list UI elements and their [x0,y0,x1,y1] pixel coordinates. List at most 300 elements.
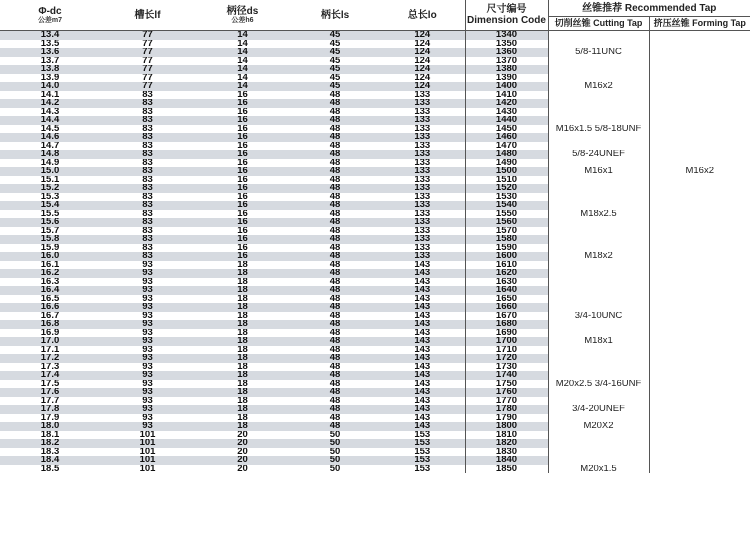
cell-dc: 18.4 [0,456,100,465]
cell-dc: 15.3 [0,193,100,202]
table-row [0,99,750,108]
cell-dc: 15.6 [0,218,100,227]
table-row [0,91,750,100]
cell-shank-length: 48 [290,320,380,329]
cell-cutting-tap [548,218,649,227]
cell-shank-length: 45 [290,40,380,49]
cell-dc: 13.5 [0,40,100,49]
cell-forming-tap [649,184,750,193]
cell-total-length: 143 [380,354,465,363]
cell-dc: 18.2 [0,439,100,448]
cell-cutting-tap [548,448,649,457]
cell-shank-diameter: 16 [195,218,290,227]
cell-shank-diameter: 18 [195,405,290,414]
cell-total-length: 143 [380,397,465,406]
cell-cutting-tap [548,159,649,168]
header-shank-tolerance: 公差h6 [231,16,254,24]
table-row [0,439,750,448]
table-row [0,320,750,329]
cell-dimension-code: 1820 [465,439,548,448]
cell-forming-tap [649,431,750,440]
cell-shank-diameter: 20 [195,439,290,448]
cell-shank-length: 45 [290,57,380,66]
cell-shank-length: 48 [290,354,380,363]
cell-flute-length: 93 [100,371,195,380]
cell-total-length: 143 [380,303,465,312]
cell-dc: 17.6 [0,388,100,397]
cell-shank-diameter: 18 [195,388,290,397]
cell-dc: 14.2 [0,99,100,108]
header-code-en: Dimension Code [467,15,546,26]
cell-cutting-tap [548,261,649,270]
cell-forming-tap [649,176,750,185]
cell-flute-length: 101 [100,439,195,448]
cell-cutting-tap [548,354,649,363]
cell-dc: 14.4 [0,116,100,125]
cell-flute-length: 101 [100,431,195,440]
cell-dimension-code: 1460 [465,133,548,142]
table-body [0,31,750,474]
cell-shank-length: 50 [290,456,380,465]
cell-total-length: 133 [380,91,465,100]
cell-flute-length: 83 [100,133,195,142]
cell-shank-diameter: 16 [195,235,290,244]
table-row [0,346,750,355]
cell-total-length: 143 [380,329,465,338]
cell-dc: 13.9 [0,74,100,83]
cell-total-length: 133 [380,99,465,108]
cell-forming-tap [649,159,750,168]
cell-cutting-tap [548,397,649,406]
cell-flute-length: 83 [100,184,195,193]
cell-dc: 18.0 [0,422,100,431]
cutting-tap-label: M18x1 [548,337,649,346]
cell-forming-tap [649,210,750,219]
cell-forming-tap [649,371,750,380]
cell-forming-tap [649,82,750,91]
cell-shank-diameter: 20 [195,465,290,474]
cell-shank-diameter: 14 [195,31,290,40]
cell-flute-length: 93 [100,422,195,431]
cell-dc: 13.4 [0,31,100,40]
cell-flute-length: 93 [100,278,195,287]
table-row [0,142,750,151]
cell-dimension-code: 1530 [465,193,548,202]
cell-shank-diameter: 20 [195,456,290,465]
header-total-length [380,0,465,31]
cell-flute-length: 93 [100,388,195,397]
table-row [0,235,750,244]
cell-dc: 16.5 [0,295,100,304]
cell-dimension-code: 1780 [465,405,548,414]
cell-shank-diameter: 16 [195,252,290,261]
cell-cutting-tap [548,142,649,151]
cell-total-length: 143 [380,371,465,380]
cell-shank-diameter: 16 [195,150,290,159]
cell-dc: 17.1 [0,346,100,355]
cell-dimension-code: 1580 [465,235,548,244]
cell-forming-tap [649,227,750,236]
cell-shank-length: 48 [290,108,380,117]
cell-shank-length: 48 [290,286,380,295]
header-cutting-tap: 切削丝锥 Cutting Tap [548,17,649,31]
cell-forming-tap [649,363,750,372]
cell-flute-length: 93 [100,346,195,355]
cell-shank-length: 48 [290,133,380,142]
cell-flute-length: 83 [100,244,195,253]
cell-forming-tap [649,405,750,414]
cutting-tap-label: M18x2 [548,252,649,261]
cell-cutting-tap [548,108,649,117]
cell-dc: 16.4 [0,286,100,295]
table-row [0,354,750,363]
cell-total-length: 124 [380,40,465,49]
cell-shank-length: 48 [290,235,380,244]
cell-dimension-code: 1600 [465,252,548,261]
cell-shank-diameter: 16 [195,210,290,219]
cell-flute-length: 83 [100,159,195,168]
forming-tap-label: M16x2 [649,167,750,176]
cell-total-length: 124 [380,65,465,74]
cell-forming-tap [649,439,750,448]
table-row [0,65,750,74]
cell-dc: 18.1 [0,431,100,440]
cell-shank-length: 48 [290,91,380,100]
cell-total-length: 143 [380,286,465,295]
cell-shank-length: 48 [290,337,380,346]
cutting-tap-label: M16x1 [548,167,649,176]
table-row [0,269,750,278]
cell-shank-diameter: 18 [195,346,290,355]
cell-flute-length: 77 [100,57,195,66]
table-row [0,31,750,40]
cell-total-length: 133 [380,227,465,236]
cell-forming-tap [649,108,750,117]
cell-dc: 14.3 [0,108,100,117]
cell-forming-tap [649,252,750,261]
cell-flute-length: 83 [100,201,195,210]
cell-shank-length: 45 [290,65,380,74]
cell-total-length: 143 [380,414,465,423]
cell-flute-length: 77 [100,65,195,74]
cell-dc: 14.5 [0,125,100,134]
cell-shank-length: 48 [290,159,380,168]
cell-shank-diameter: 20 [195,448,290,457]
cell-dc: 14.0 [0,82,100,91]
cell-dimension-code: 1700 [465,337,548,346]
cell-total-length: 143 [380,363,465,372]
cell-total-length: 133 [380,201,465,210]
cell-flute-length: 93 [100,363,195,372]
cell-dimension-code: 1650 [465,295,548,304]
cell-forming-tap [649,448,750,457]
cell-cutting-tap [548,439,649,448]
cell-shank-length: 48 [290,380,380,389]
cell-dimension-code: 1380 [465,65,548,74]
cell-dimension-code: 1410 [465,91,548,100]
cell-forming-tap [649,329,750,338]
cell-dc: 17.5 [0,380,100,389]
cell-shank-diameter: 18 [195,329,290,338]
cell-cutting-tap [548,57,649,66]
table-row [0,278,750,287]
cell-dc: 16.7 [0,312,100,321]
cell-forming-tap [649,312,750,321]
cutting-tap-label: 5/8-24UNEF [548,150,649,159]
cell-forming-tap [649,456,750,465]
cell-shank-length: 48 [290,218,380,227]
cell-total-length: 124 [380,74,465,83]
cell-total-length: 124 [380,82,465,91]
cell-shank-diameter: 18 [195,303,290,312]
cell-total-length: 124 [380,48,465,57]
cell-dc: 14.8 [0,150,100,159]
cell-dimension-code: 1770 [465,397,548,406]
cutting-tap-label: M16x1.5 5/8-18UNF [548,125,649,134]
cell-shank-length: 48 [290,278,380,287]
header-shank-length [290,0,380,31]
cell-shank-length: 48 [290,142,380,151]
cell-dimension-code: 1730 [465,363,548,372]
table-row [0,371,750,380]
cell-forming-tap [649,278,750,287]
cell-shank-diameter: 18 [195,397,290,406]
cell-cutting-tap [548,116,649,125]
cell-dimension-code: 1840 [465,456,548,465]
cell-total-length: 143 [380,337,465,346]
cell-total-length: 133 [380,116,465,125]
cell-dc: 17.0 [0,337,100,346]
cell-shank-diameter: 16 [195,227,290,236]
cell-forming-tap [649,99,750,108]
cutting-tap-label: 3/4-10UNC [548,312,649,321]
cell-dc: 16.3 [0,278,100,287]
cell-cutting-tap [548,244,649,253]
cell-flute-length: 77 [100,82,195,91]
cell-forming-tap [649,465,750,474]
cell-total-length: 133 [380,133,465,142]
cell-shank-diameter: 16 [195,193,290,202]
cell-forming-tap [649,133,750,142]
table-row [0,244,750,253]
table-row [0,193,750,202]
cell-forming-tap [649,57,750,66]
cell-dimension-code: 1620 [465,269,548,278]
cell-dc: 14.1 [0,91,100,100]
cell-cutting-tap [548,303,649,312]
cell-shank-length: 48 [290,303,380,312]
cell-total-length: 143 [380,346,465,355]
cell-dc: 16.9 [0,329,100,338]
cell-flute-length: 93 [100,397,195,406]
cell-total-length: 143 [380,312,465,321]
cell-shank-length: 48 [290,193,380,202]
cell-total-length: 143 [380,295,465,304]
cell-shank-diameter: 16 [195,167,290,176]
header-flute-length [100,0,195,31]
cell-flute-length: 77 [100,40,195,49]
cutting-tap-label: M20x2.5 3/4-16UNF [548,380,649,389]
cell-flute-length: 101 [100,465,195,474]
cell-flute-length: 93 [100,286,195,295]
cell-shank-diameter: 18 [195,286,290,295]
cell-flute-length: 101 [100,448,195,457]
cell-forming-tap [649,235,750,244]
cell-dc: 16.8 [0,320,100,329]
cell-flute-length: 83 [100,210,195,219]
cell-cutting-tap [548,388,649,397]
cell-total-length: 143 [380,261,465,270]
cell-cutting-tap [548,320,649,329]
table-row [0,150,750,159]
cell-dc: 14.7 [0,142,100,151]
cell-dc: 15.7 [0,227,100,236]
cell-shank-diameter: 14 [195,57,290,66]
cell-cutting-tap [548,31,649,40]
cell-dimension-code: 1540 [465,201,548,210]
cell-forming-tap [649,40,750,49]
cell-shank-length: 48 [290,261,380,270]
cell-dc: 14.6 [0,133,100,142]
cell-shank-diameter: 18 [195,278,290,287]
table-row [0,431,750,440]
cell-dimension-code: 1750 [465,380,548,389]
cell-dc: 13.8 [0,65,100,74]
cell-dimension-code: 1670 [465,312,548,321]
cell-total-length: 143 [380,388,465,397]
cell-shank-length: 48 [290,422,380,431]
cell-shank-length: 48 [290,312,380,321]
cell-shank-length: 45 [290,31,380,40]
header-shank-diameter [195,0,290,31]
cell-forming-tap [649,295,750,304]
table-row [0,48,750,57]
cell-shank-diameter: 16 [195,142,290,151]
cell-flute-length: 93 [100,414,195,423]
cell-flute-length: 93 [100,354,195,363]
table-row [0,261,750,270]
table-row [0,218,750,227]
cell-shank-length: 48 [290,363,380,372]
cell-flute-length: 93 [100,303,195,312]
cell-cutting-tap [548,201,649,210]
cell-shank-length: 45 [290,82,380,91]
cell-total-length: 133 [380,235,465,244]
table-row [0,312,750,321]
cell-flute-length: 93 [100,269,195,278]
cell-flute-length: 93 [100,380,195,389]
table-row [0,388,750,397]
cell-shank-diameter: 16 [195,125,290,134]
cell-shank-diameter: 18 [195,414,290,423]
cell-shank-length: 48 [290,269,380,278]
cell-total-length: 133 [380,150,465,159]
table-row [0,133,750,142]
cell-forming-tap [649,422,750,431]
cell-shank-length: 45 [290,48,380,57]
cell-shank-length: 50 [290,431,380,440]
cell-flute-length: 83 [100,125,195,134]
cell-shank-diameter: 14 [195,74,290,83]
cell-cutting-tap [548,431,649,440]
cell-flute-length: 93 [100,261,195,270]
table-row [0,116,750,125]
cell-cutting-tap [548,414,649,423]
cell-shank-length: 48 [290,99,380,108]
cell-shank-diameter: 16 [195,108,290,117]
cell-forming-tap [649,244,750,253]
cell-flute-length: 93 [100,329,195,338]
cell-shank-length: 50 [290,465,380,474]
table-row [0,40,750,49]
table-row [0,82,750,91]
cell-shank-length: 48 [290,388,380,397]
table-row [0,184,750,193]
header-forming-tap: 挤压丝锥 Forming Tap [649,17,750,31]
cell-total-length: 153 [380,465,465,474]
cell-shank-length: 48 [290,210,380,219]
cell-shank-length: 48 [290,116,380,125]
cell-shank-length: 48 [290,150,380,159]
cutting-tap-label: M16x2 [548,82,649,91]
cell-flute-length: 83 [100,108,195,117]
cell-dc: 18.5 [0,465,100,474]
cell-dimension-code: 1560 [465,218,548,227]
cell-dc: 17.2 [0,354,100,363]
cell-dimension-code: 1360 [465,48,548,57]
table-row [0,303,750,312]
cell-cutting-tap [548,65,649,74]
cell-shank-diameter: 16 [195,159,290,168]
cell-total-length: 133 [380,244,465,253]
cell-dc: 18.3 [0,448,100,457]
cell-dimension-code: 1610 [465,261,548,270]
table-row [0,159,750,168]
cell-dimension-code: 1400 [465,82,548,91]
cell-cutting-tap [548,269,649,278]
cell-flute-length: 83 [100,91,195,100]
cell-dimension-code: 1800 [465,422,548,431]
cell-flute-length: 83 [100,142,195,151]
cell-dimension-code: 1550 [465,210,548,219]
header-shank-label: 柄径ds [226,5,259,17]
cell-cutting-tap [548,184,649,193]
cell-flute-length: 77 [100,31,195,40]
cell-shank-diameter: 16 [195,99,290,108]
cell-forming-tap [649,380,750,389]
cell-shank-diameter: 18 [195,320,290,329]
cell-forming-tap [649,269,750,278]
cell-flute-length: 83 [100,176,195,185]
cell-dc: 15.1 [0,176,100,185]
cell-shank-diameter: 18 [195,261,290,270]
cell-flute-length: 77 [100,74,195,83]
cell-dc: 17.8 [0,405,100,414]
cell-cutting-tap [548,40,649,49]
cell-shank-diameter: 20 [195,431,290,440]
cell-flute-length: 77 [100,48,195,57]
cell-cutting-tap [548,329,649,338]
cell-dc: 13.7 [0,57,100,66]
cell-dimension-code: 1590 [465,244,548,253]
cell-shank-diameter: 14 [195,82,290,91]
cell-dimension-code: 1490 [465,159,548,168]
table-row [0,363,750,372]
cell-dimension-code: 1660 [465,303,548,312]
cutting-tap-label: M20X2 [548,422,649,431]
cell-shank-length: 50 [290,448,380,457]
cell-dc: 17.9 [0,414,100,423]
